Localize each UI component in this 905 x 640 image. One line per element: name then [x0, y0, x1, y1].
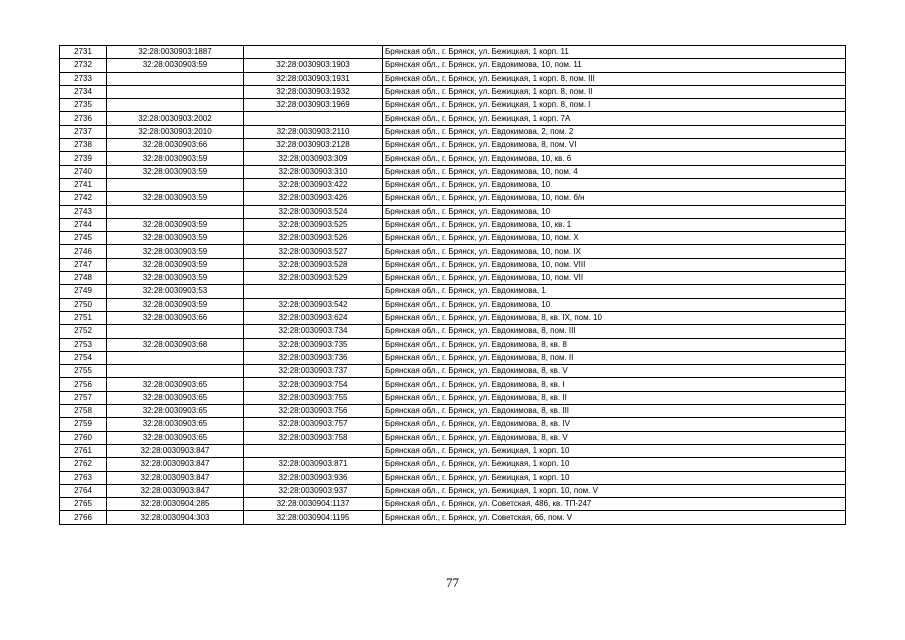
parent-cadastral-number-cell: 32:28:0030903:59: [107, 298, 244, 311]
table-row: [60, 484, 846, 497]
table-row: [60, 431, 846, 444]
cadastral-number-cell: 32:28:0030903:624: [244, 311, 383, 324]
row-number-cell: 2756: [60, 378, 107, 391]
address-cell: Брянская обл., г. Брянск, ул. Евдокимова, 8, кв. 8: [383, 338, 846, 351]
row-number-cell: 2761: [60, 444, 107, 457]
parent-cadastral-number-cell: 32:28:0030903:65: [107, 391, 244, 404]
cadastral-number-cell: [244, 285, 383, 298]
parent-cadastral-number-cell: 32:28:0030903:65: [107, 418, 244, 431]
row-number-cell: 2740: [60, 165, 107, 178]
row-number-cell: 2760: [60, 431, 107, 444]
parent-cadastral-number-cell: 32:28:0030903:59: [107, 232, 244, 245]
address-cell: Брянская обл., г. Брянск, ул. Евдокимова, 10, кв. 6: [383, 152, 846, 165]
table-row: [60, 498, 846, 511]
address-cell: Брянская обл., г. Брянск, ул. Евдокимова, 8, пом. VI: [383, 139, 846, 152]
parent-cadastral-number-cell: 32:28:0030903:59: [107, 192, 244, 205]
table-row: [60, 178, 846, 191]
parent-cadastral-number-cell: [107, 85, 244, 98]
row-number-cell: 2748: [60, 272, 107, 285]
parent-cadastral-number-cell: [107, 205, 244, 218]
address-cell: Брянская обл., г. Брянск, ул. Евдокимова, 8, пом. III: [383, 325, 846, 338]
address-cell: Брянская обл., г. Брянск, ул. Евдокимова, 8, кв. V: [383, 365, 846, 378]
parent-cadastral-number-cell: 32:28:0030903:847: [107, 484, 244, 497]
row-number-cell: 2732: [60, 59, 107, 72]
table-row: [60, 152, 846, 165]
row-number-cell: 2745: [60, 232, 107, 245]
parent-cadastral-number-cell: 32:28:0030903:847: [107, 444, 244, 457]
address-cell: Брянская обл., г. Брянск, ул. Бежицкая, 1 корп. 8, пом. I: [383, 99, 846, 112]
table-row: [60, 378, 846, 391]
address-cell: Брянская обл., г. Брянск, ул. Евдокимова, 8, кв. II: [383, 391, 846, 404]
table-row: [60, 205, 846, 218]
table-row: [60, 46, 846, 59]
address-cell: Брянская обл., г. Брянск, ул. Евдокимова, 8, кв. IX, пом. 10: [383, 311, 846, 324]
parent-cadastral-number-cell: 32:28:0030903:59: [107, 258, 244, 271]
parent-cadastral-number-cell: [107, 72, 244, 85]
table-row: [60, 125, 846, 138]
cadastral-number-cell: 32:28:0030903:309: [244, 152, 383, 165]
address-cell: Брянская обл., г. Брянск, ул. Евдокимова, 10: [383, 298, 846, 311]
table-row: [60, 471, 846, 484]
table-row: [60, 418, 846, 431]
row-number-cell: 2752: [60, 325, 107, 338]
row-number-cell: 2744: [60, 218, 107, 231]
cadastral-number-cell: 32:28:0030903:735: [244, 338, 383, 351]
table-row: [60, 59, 846, 72]
address-cell: Брянская обл., г. Брянск, ул. Евдокимова, 10, пом. VIII: [383, 258, 846, 271]
address-cell: Брянская обл., г. Брянск, ул. Евдокимова, 10, пом. б/н: [383, 192, 846, 205]
table-row: [60, 285, 846, 298]
cadastral-number-cell: 32:28:0030903:756: [244, 405, 383, 418]
row-number-cell: 2750: [60, 298, 107, 311]
address-cell: Брянская обл., г. Брянск, ул. Советская, 66, пом. V: [383, 511, 846, 524]
table-row: [60, 99, 846, 112]
cadastral-table: [59, 45, 846, 525]
address-cell: Брянская обл., г. Брянск, ул. Советская, 486, кв. ТП-247: [383, 498, 846, 511]
parent-cadastral-number-cell: 32:28:0030903:59: [107, 272, 244, 285]
cadastral-number-cell: 32:28:0030903:525: [244, 218, 383, 231]
cadastral-number-cell: 32:28:0030903:1903: [244, 59, 383, 72]
address-cell: Брянская обл., г. Брянск, ул. Евдокимова, 10: [383, 205, 846, 218]
parent-cadastral-number-cell: [107, 351, 244, 364]
cadastral-number-cell: 32:28:0030903:734: [244, 325, 383, 338]
address-cell: Брянская обл., г. Брянск, ул. Бежицкая, 1 корп. 10: [383, 471, 846, 484]
address-cell: Брянская обл., г. Брянск, ул. Евдокимова, 1: [383, 285, 846, 298]
row-number-cell: 2754: [60, 351, 107, 364]
cadastral-number-cell: 32:28:0030903:524: [244, 205, 383, 218]
row-number-cell: 2731: [60, 46, 107, 59]
parent-cadastral-number-cell: 32:28:0030903:68: [107, 338, 244, 351]
row-number-cell: 2734: [60, 85, 107, 98]
table-row: [60, 72, 846, 85]
parent-cadastral-number-cell: [107, 365, 244, 378]
address-cell: Брянская обл., г. Брянск, ул. Бежицкая, 1 корп. 10: [383, 444, 846, 457]
cadastral-number-cell: 32:28:0030903:1931: [244, 72, 383, 85]
cadastral-number-cell: 32:28:0030903:527: [244, 245, 383, 258]
address-cell: Брянская обл., г. Брянск, ул. Бежицкая, 1 корп. 8, пом. II: [383, 85, 846, 98]
table-row: [60, 165, 846, 178]
row-number-cell: 2759: [60, 418, 107, 431]
parent-cadastral-number-cell: 32:28:0030904:303: [107, 511, 244, 524]
parent-cadastral-number-cell: 32:28:0030903:65: [107, 405, 244, 418]
row-number-cell: 2735: [60, 99, 107, 112]
row-number-cell: 2758: [60, 405, 107, 418]
row-number-cell: 2743: [60, 205, 107, 218]
table-row: [60, 311, 846, 324]
parent-cadastral-number-cell: 32:28:0030904:285: [107, 498, 244, 511]
address-cell: Брянская обл., г. Брянск, ул. Евдокимова, 10, пом. X: [383, 232, 846, 245]
row-number-cell: 2751: [60, 311, 107, 324]
table-row: [60, 405, 846, 418]
row-number-cell: 2755: [60, 365, 107, 378]
parent-cadastral-number-cell: 32:28:0030903:65: [107, 431, 244, 444]
cadastral-number-cell: 32:28:0030903:426: [244, 192, 383, 205]
table-row: [60, 458, 846, 471]
parent-cadastral-number-cell: 32:28:0030903:65: [107, 378, 244, 391]
cadastral-number-cell: 32:28:0030903:937: [244, 484, 383, 497]
cadastral-number-cell: 32:28:0030903:871: [244, 458, 383, 471]
parent-cadastral-number-cell: 32:28:0030903:59: [107, 165, 244, 178]
address-cell: Брянская обл., г. Брянск, ул. Евдокимова, 10, кв. 1: [383, 218, 846, 231]
cadastral-number-cell: 32:28:0030903:936: [244, 471, 383, 484]
parent-cadastral-number-cell: 32:28:0030903:59: [107, 245, 244, 258]
cadastral-number-cell: 32:28:0030903:526: [244, 232, 383, 245]
parent-cadastral-number-cell: 32:28:0030903:1887: [107, 46, 244, 59]
address-cell: Брянская обл., г. Брянск, ул. Евдокимова, 8, кв. V: [383, 431, 846, 444]
parent-cadastral-number-cell: 32:28:0030903:59: [107, 218, 244, 231]
cadastral-number-cell: 32:28:0030903:2128: [244, 139, 383, 152]
address-cell: Брянская обл., г. Брянск, ул. Евдокимова, 10, пом. 11: [383, 59, 846, 72]
row-number-cell: 2736: [60, 112, 107, 125]
row-number-cell: 2742: [60, 192, 107, 205]
row-number-cell: 2738: [60, 139, 107, 152]
cadastral-number-cell: [244, 46, 383, 59]
address-cell: Брянская обл., г. Брянск, ул. Бежицкая, 1 корп. 7А: [383, 112, 846, 125]
parent-cadastral-number-cell: 32:28:0030903:2010: [107, 125, 244, 138]
row-number-cell: 2757: [60, 391, 107, 404]
cadastral-number-cell: 32:28:0030904:1137: [244, 498, 383, 511]
table-row: [60, 232, 846, 245]
row-number-cell: 2739: [60, 152, 107, 165]
parent-cadastral-number-cell: 32:28:0030903:847: [107, 471, 244, 484]
table-row: [60, 192, 846, 205]
cadastral-number-cell: 32:28:0030903:2110: [244, 125, 383, 138]
table-row: [60, 112, 846, 125]
address-cell: Брянская обл., г. Брянск, ул. Бежицкая, 1 корп. 10: [383, 458, 846, 471]
cadastral-number-cell: 32:28:0030903:1969: [244, 99, 383, 112]
row-number-cell: 2762: [60, 458, 107, 471]
address-cell: Брянская обл., г. Брянск, ул. Евдокимова, 2, пом. 2: [383, 125, 846, 138]
table-row: [60, 85, 846, 98]
row-number-cell: 2746: [60, 245, 107, 258]
row-number-cell: 2764: [60, 484, 107, 497]
cadastral-number-cell: 32:28:0030903:737: [244, 365, 383, 378]
row-number-cell: 2747: [60, 258, 107, 271]
address-cell: Брянская обл., г. Брянск, ул. Евдокимова, 8, кв. III: [383, 405, 846, 418]
table-row: [60, 391, 846, 404]
table-body: [60, 46, 846, 525]
cadastral-number-cell: 32:28:0030903:422: [244, 178, 383, 191]
cadastral-number-cell: 32:28:0030903:542: [244, 298, 383, 311]
parent-cadastral-number-cell: 32:28:0030903:59: [107, 152, 244, 165]
address-cell: Брянская обл., г. Брянск, ул. Евдокимова, 8, пом. II: [383, 351, 846, 364]
table-row: [60, 218, 846, 231]
parent-cadastral-number-cell: 32:28:0030903:66: [107, 311, 244, 324]
cadastral-number-cell: 32:28:0030903:754: [244, 378, 383, 391]
cadastral-number-cell: 32:28:0030904:1195: [244, 511, 383, 524]
row-number-cell: 2766: [60, 511, 107, 524]
address-cell: Брянская обл., г. Брянск, ул. Евдокимова, 8, кв. I: [383, 378, 846, 391]
address-cell: Брянская обл., г. Брянск, ул. Бежицкая, 1 корп. 8, пом. III: [383, 72, 846, 85]
parent-cadastral-number-cell: 32:28:0030903:2002: [107, 112, 244, 125]
row-number-cell: 2763: [60, 471, 107, 484]
parent-cadastral-number-cell: 32:28:0030903:59: [107, 59, 244, 72]
address-cell: Брянская обл., г. Брянск, ул. Евдокимова, 10, пом. 4: [383, 165, 846, 178]
table-row: [60, 139, 846, 152]
cadastral-number-cell: 32:28:0030903:757: [244, 418, 383, 431]
address-cell: Брянская обл., г. Брянск, ул. Бежицкая, 1 корп. 10, пом. V: [383, 484, 846, 497]
parent-cadastral-number-cell: 32:28:0030903:847: [107, 458, 244, 471]
cadastral-number-cell: 32:28:0030903:736: [244, 351, 383, 364]
address-cell: Брянская обл., г. Брянск, ул. Евдокимова, 10, пом. VII: [383, 272, 846, 285]
table-row: [60, 258, 846, 271]
table-row: [60, 511, 846, 524]
table-row: [60, 351, 846, 364]
table-row: [60, 298, 846, 311]
row-number-cell: 2737: [60, 125, 107, 138]
row-number-cell: 2749: [60, 285, 107, 298]
cadastral-number-cell: 32:28:0030903:758: [244, 431, 383, 444]
table-row: [60, 325, 846, 338]
parent-cadastral-number-cell: 32:28:0030903:66: [107, 139, 244, 152]
address-cell: Брянская обл., г. Брянск, ул. Евдокимова, 10, пом. IX: [383, 245, 846, 258]
cadastral-number-cell: [244, 444, 383, 457]
row-number-cell: 2765: [60, 498, 107, 511]
parent-cadastral-number-cell: [107, 325, 244, 338]
parent-cadastral-number-cell: [107, 99, 244, 112]
row-number-cell: 2741: [60, 178, 107, 191]
row-number-cell: 2733: [60, 72, 107, 85]
cadastral-number-cell: 32:28:0030903:310: [244, 165, 383, 178]
parent-cadastral-number-cell: 32:28:0030903:53: [107, 285, 244, 298]
cadastral-number-cell: [244, 112, 383, 125]
parent-cadastral-number-cell: [107, 178, 244, 191]
table-row: [60, 272, 846, 285]
cadastral-number-cell: 32:28:0030903:529: [244, 272, 383, 285]
cadastral-number-cell: 32:28:0030903:755: [244, 391, 383, 404]
row-number-cell: 2753: [60, 338, 107, 351]
address-cell: Брянская обл., г. Брянск, ул. Бежицкая, 1 корп. 11: [383, 46, 846, 59]
table-row: [60, 444, 846, 457]
table-row: [60, 338, 846, 351]
page-number: 77: [446, 575, 459, 590]
table-row: [60, 365, 846, 378]
address-cell: Брянская обл., г. Брянск, ул. Евдокимова, 8, кв. IV: [383, 418, 846, 431]
table-row: [60, 245, 846, 258]
cadastral-number-cell: 32:28:0030903:528: [244, 258, 383, 271]
address-cell: Брянская обл., г. Брянск, ул. Евдокимова, 10: [383, 178, 846, 191]
cadastral-number-cell: 32:28:0030903:1932: [244, 85, 383, 98]
